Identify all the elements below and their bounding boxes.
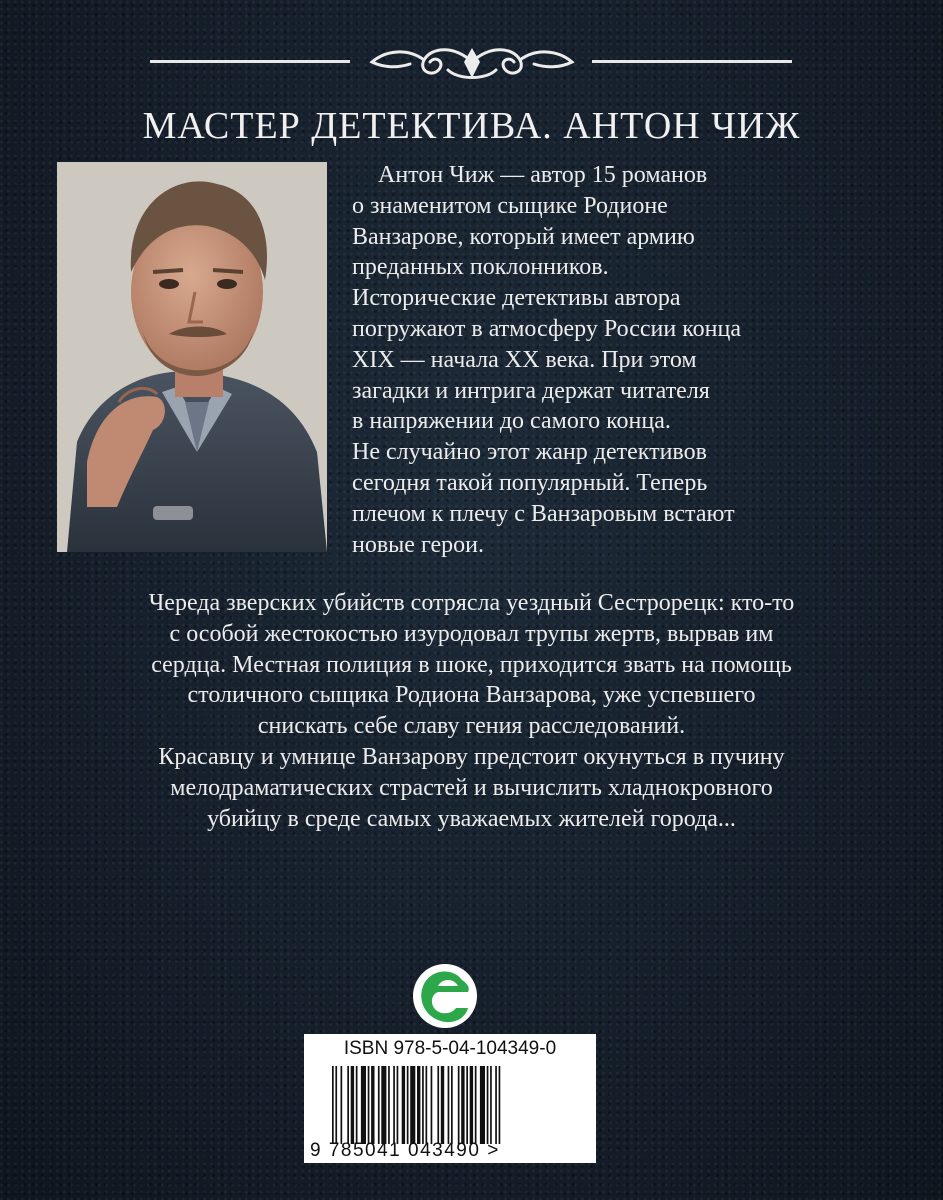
barcode-bars: [332, 1066, 574, 1144]
bio-line: Антон Чиж — автор 15 романов: [378, 162, 708, 188]
blurb-line: Красавцу и умнице Ванзарову предстоит окунуться в пучину: [158, 743, 785, 770]
barcode-bar: [431, 1066, 433, 1144]
bio-line: XIX — начала XX века. При этом: [352, 346, 697, 373]
bio-line: новые герои.: [352, 531, 484, 558]
barcode-bar: [341, 1066, 343, 1144]
barcode-bar: [393, 1066, 395, 1144]
barcode-bar: [368, 1066, 370, 1144]
barcode-bar: [402, 1066, 405, 1144]
author-photo: [57, 162, 327, 552]
decorative-rule-left: [150, 60, 350, 63]
author-bio: [352, 160, 822, 560]
barcode-bar: [426, 1066, 428, 1144]
barcode-bar: [335, 1066, 337, 1144]
bio-line: Исторические детективы автора: [352, 285, 681, 312]
barcode-bar: [441, 1066, 444, 1144]
bio-line: в напряжении до самого конца.: [352, 408, 671, 435]
bio-line: плечом к плечу с Ванзаровым встают: [352, 500, 735, 527]
barcode-bar: [381, 1066, 386, 1144]
barcode-bar: [388, 1066, 390, 1144]
ornament-flourish-icon: [358, 38, 586, 86]
barcode-bar: [451, 1066, 453, 1144]
barcode-bar: [480, 1066, 485, 1144]
barcode-bar: [490, 1066, 492, 1144]
bio-line: сегодня такой популярный. Теперь: [352, 469, 708, 496]
barcode-bar: [448, 1066, 450, 1144]
barcode-bar: [417, 1066, 420, 1144]
bio-line: Не случайно этот жанр детективов: [352, 439, 707, 466]
bio-line: Ванзарове, который имеет армию: [352, 223, 695, 250]
barcode-bar: [475, 1066, 477, 1144]
barcode-panel: [304, 1034, 596, 1163]
barcode-bar: [378, 1066, 380, 1144]
blurb-line: убийцу в среде самых уважаемых жителей города...: [207, 805, 736, 832]
barcode-bar: [466, 1066, 468, 1144]
barcode-bar: [410, 1066, 415, 1144]
bio-line: погружают в атмосферу России конца: [352, 315, 741, 342]
barcode-bar: [458, 1066, 460, 1144]
publisher-logo-icon: [410, 960, 480, 1032]
book-blurb: [0, 588, 943, 834]
isbn-label: ISBN 978-5-04-104349-0: [343, 1038, 557, 1059]
blurb-line: снискать себе славу гения расследований.: [257, 713, 686, 740]
bio-line: о знаменитом сыщике Родионе: [352, 192, 668, 219]
barcode-bar: [499, 1066, 501, 1144]
barcode-bar: [397, 1066, 399, 1144]
blurb-line: столичного сыщика Родиона Ванзарова, уже успевшего: [187, 682, 756, 709]
blurb-line: с особой жестокостью изуродовал трупы жертв, вырвав им: [169, 620, 774, 647]
barcode-bar: [422, 1066, 424, 1144]
blurb-line: мелодраматических страстей и вычислить хладнокровного: [170, 774, 773, 801]
series-title: МАСТЕР ДЕТЕКТИВА. АНТОН ЧИЖ: [142, 105, 801, 147]
barcode-bar: [332, 1066, 334, 1144]
blurb-line: сердца. Местная полиция в шоке, приходится звать на помощь: [151, 651, 792, 678]
bio-line: преданных поклонников.: [352, 254, 609, 281]
blurb-line: Череда зверских убийств сотрясла уездный Сестрорецк: кто-то: [148, 590, 795, 616]
bio-line: загадки и интрига держат читателя: [352, 377, 710, 404]
barcode-bar: [495, 1066, 497, 1144]
barcode-bar: [437, 1066, 439, 1144]
barcode-bar: [351, 1066, 354, 1144]
barcode-bar: [407, 1066, 409, 1144]
barcode-bar: [347, 1066, 349, 1144]
barcode-bar: [371, 1066, 374, 1144]
barcode-bar: [361, 1066, 366, 1144]
decorative-rule-right: [592, 60, 792, 63]
barcode-bar: [461, 1066, 464, 1144]
barcode-digits: 9 785041 043490 >: [310, 1140, 500, 1161]
barcode-bar: [487, 1066, 489, 1144]
barcode-bar: [470, 1066, 473, 1144]
barcode-bar: [356, 1066, 358, 1144]
